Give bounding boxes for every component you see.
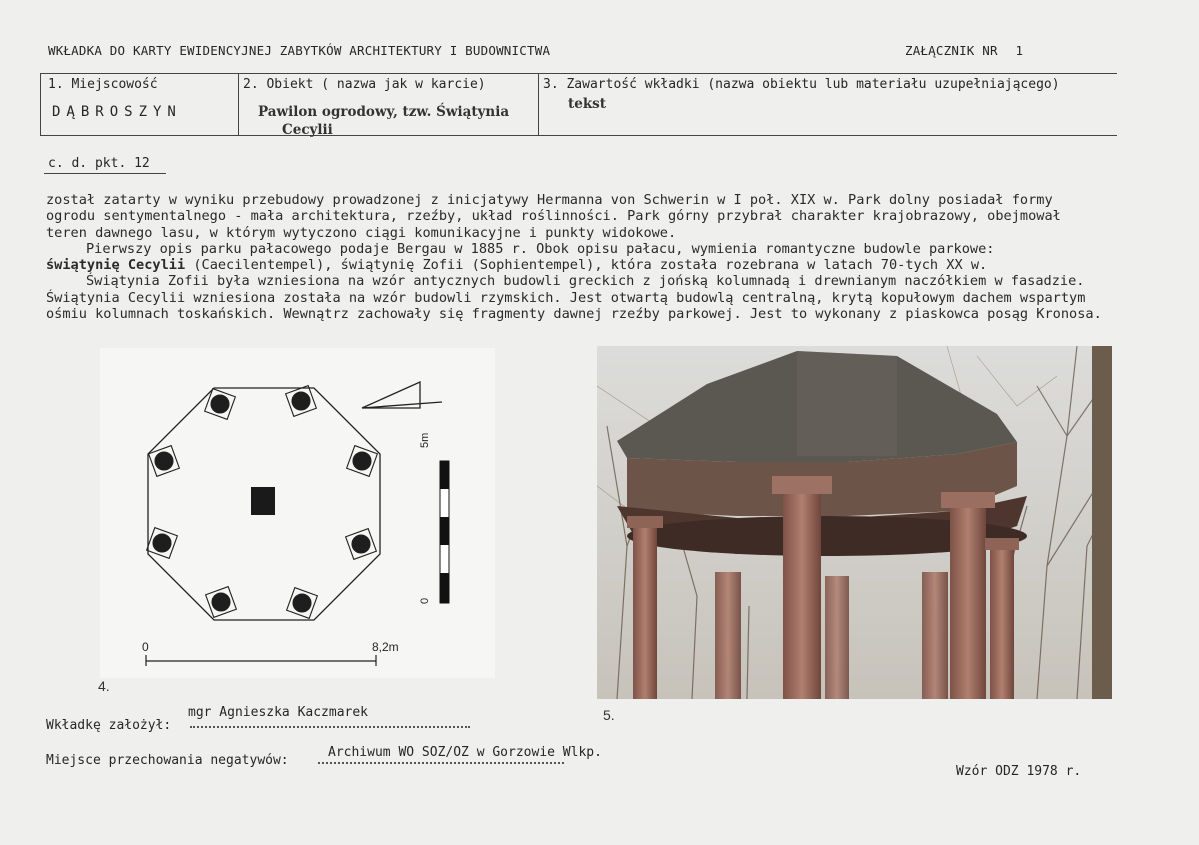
central-statue-base (251, 487, 275, 515)
storage-label: Miejsce przechowania negatywów: (46, 753, 289, 768)
body-text (46, 192, 1102, 322)
body-line: Świątynia Cecylii wzniesiona została na wzór budowli rzymskich. Jest otwartą budowlą centralną, krytą kopułowym dachem wspartym (46, 289, 1086, 306)
body-line: teren dawnego lasu, w którym wytyczono ciągi komunikacyjne i punkty widokowe. (46, 224, 677, 241)
locality-label: 1. Miejscowość (48, 77, 158, 92)
body-line: ogrodu sentymentalnego - mała architektura, rzeźby, układ roślinności. Park górny przybrał charakter krajobrazowy, obejmował (46, 208, 1061, 225)
attachment-label (905, 43, 1023, 58)
table-divider-2 (538, 73, 539, 135)
author-dotted-line (190, 726, 470, 728)
document-title: WKŁADKA DO KARTY EWIDENCYJNEJ ZABYTKÓW ARCHITEKTURY I BUDOWNICTWA (48, 43, 551, 58)
floor-plan-figure (100, 348, 495, 678)
floor-plan-drawing (100, 348, 495, 678)
table-top-rule (40, 73, 1117, 74)
body-line: ośmiu kolumnach toskańskich. Wewnątrz zachowały się fragmenty dawnej rzeźby parkowej. Jest to wykonany z piaskowca posąg Kronosa. (46, 306, 1102, 323)
body-line (46, 257, 1102, 273)
body-line: Pierwszy opis parku pałacowego podaje Bergau w 1885 r. Obok opisu pałacu, wymienia romantyczne budowle parkowe: (86, 240, 995, 257)
object-value-line1: Pawilon ogrodowy, tzw. Świątynia (258, 104, 510, 120)
locality-value: DĄBROSZYN (52, 104, 182, 120)
object-label: 2. Obiekt ( nazwa jak w karcie) (243, 77, 486, 92)
author-label: Wkładkę założył: (46, 718, 172, 733)
body-line: został zatarty w wyniku przebudowy prowadzonej z inicjatywy Hermanna von Schwerin w I poł. XIX w. Park dolny posiadał formy (46, 192, 1053, 208)
table-left-rule (40, 73, 41, 135)
horizontal-scale-label: 8,2m (372, 640, 399, 654)
contents-label: 3. Zawartość wkładki (nazwa obiektu lub materiału uzupełniającego) (543, 77, 1060, 92)
author-value: mgr Agnieszka Kaczmarek (188, 705, 369, 720)
temple-photo-drawing (597, 346, 1112, 699)
storage-value: Archiwum WO SOZ/OZ w Gorzowie Wlkp. (328, 745, 602, 760)
body-emphasis: świątynię Cecylii (46, 257, 186, 274)
table-bottom-rule (40, 135, 1117, 136)
figure-4-label: 4. (98, 678, 110, 694)
vertical-scale-zero: 0 (419, 597, 431, 604)
template-note: Wzór ODZ 1978 r. (956, 764, 1082, 779)
north-arrow-icon (362, 382, 442, 408)
continuation-note: c. d. pkt. 12 (48, 156, 150, 171)
continuation-underline (44, 173, 166, 174)
body-line-rest: (Caecilentempel), świątynię Zofii (Sophientempel), która została rozebrana w latach 70-tych XX w. (185, 257, 988, 274)
attachment-label-text: ZAŁĄCZNIK NR (905, 43, 998, 58)
horizontal-scale-zero: 0 (142, 640, 149, 654)
storage-dotted-line (318, 762, 564, 764)
temple-photo (597, 346, 1112, 699)
table-divider-1 (238, 73, 239, 135)
contents-value: tekst (568, 96, 607, 112)
object-value-line2: Cecylii (282, 122, 333, 138)
vertical-scale-label: 5m (419, 432, 431, 448)
body-line: Świątynia Zofii była wzniesiona na wzór antycznych budowli greckich z jońską kolumnadą i drewnianym naczółkiem w fasadzie. (86, 273, 1085, 290)
attachment-number: 1 (1015, 43, 1024, 58)
figure-5-label: 5. (603, 707, 615, 723)
